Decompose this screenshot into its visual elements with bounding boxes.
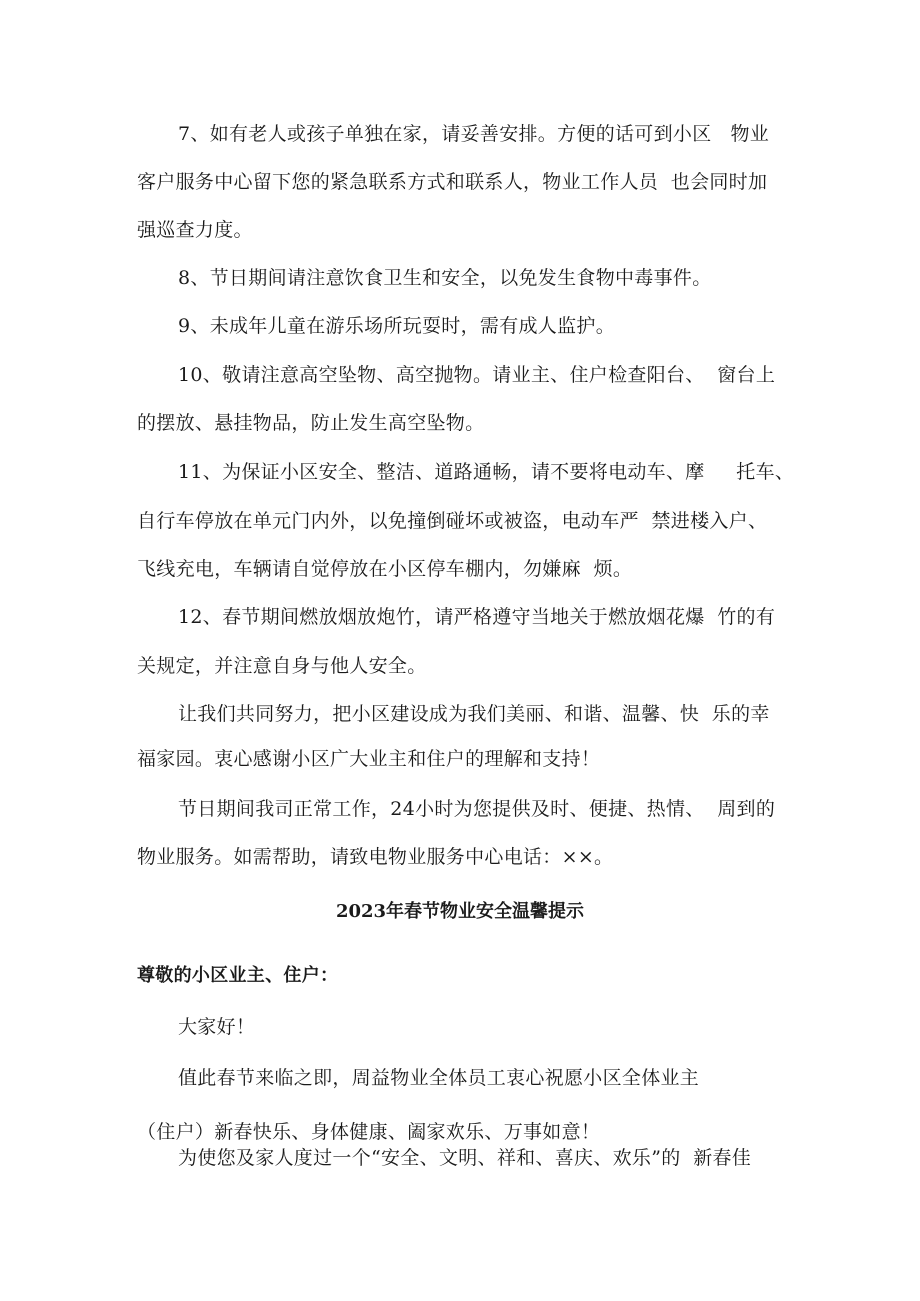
item-9-line-1: 9、未成年儿童在游乐场所玩耍时，需有成人监护。 <box>178 315 615 337</box>
item-12-line-2: 关规定，并注意自身与他人安全。 <box>137 655 427 677</box>
item-12-line-1: 12、春节期间燃放烟放炮竹，请严格遵守当地关于燃放烟花爆 竹的有 <box>178 606 776 628</box>
item-11-line-3: 飞线充电，车辆请自觉停放在小区停车棚内，勿嫌麻 烦。 <box>137 558 633 580</box>
item-7-line-2: 客户服务中心留下您的紧急联系方式和联系人，物业工作人员 也会同时加 <box>137 171 768 193</box>
service-line-2: 物业服务。如需帮助，请致电物业服务中心电话：××。 <box>137 846 614 868</box>
item-11-line-2: 自行车停放在单元门内外，以免撞倒碰坏或被盗，电动车严 禁进楼入户、 <box>137 510 768 532</box>
intro-line: 为使您及家人度过一个“安全、文明、祥和、喜庆、欢乐”的 新春佳 <box>178 1147 752 1169</box>
item-7-line-1: 7、如有老人或孩子单独在家，请妥善安排。方便的话可到小区 物业 <box>178 123 770 145</box>
greeting: 大家好！ <box>178 1016 256 1038</box>
item-7-line-3: 强巡查力度。 <box>137 219 253 241</box>
item-8-line-1: 8、节日期间请注意饮食卫生和安全，以免发生食物中毒事件。 <box>178 267 712 289</box>
item-11-line-1: 11、为保证小区安全、整洁、道路通畅，请不要将电动车、摩 托车、 <box>178 461 795 483</box>
item-10-line-1: 10、敬请注意高空坠物、高空抛物。请业主、住户检查阳台、 窗台上 <box>178 364 776 386</box>
wish-line-1: 值此春节来临之即，周益物业全体员工衷心祝愿小区全体业主 <box>178 1067 700 1089</box>
salutation: 尊敬的小区业主、住户： <box>137 965 339 986</box>
wish-line-2: （住户）新春快乐、身体健康、阖家欢乐、万事如意！ <box>137 1121 601 1143</box>
item-10-line-2: 的摆放、悬挂物品，防止发生高空坠物。 <box>137 412 485 434</box>
closing-line-1: 让我们共同努力，把小区建设成为我们美丽、和谐、温馨、快 乐的幸 <box>178 703 770 725</box>
service-line-1: 节日期间我司正常工作，24小时为您提供及时、便捷、热情、 周到的 <box>178 798 776 820</box>
closing-line-2: 福家园。衷心感谢小区广大业主和住户的理解和支持！ <box>137 748 601 770</box>
section-title: 2023年春节物业安全温馨提示 <box>335 901 585 922</box>
